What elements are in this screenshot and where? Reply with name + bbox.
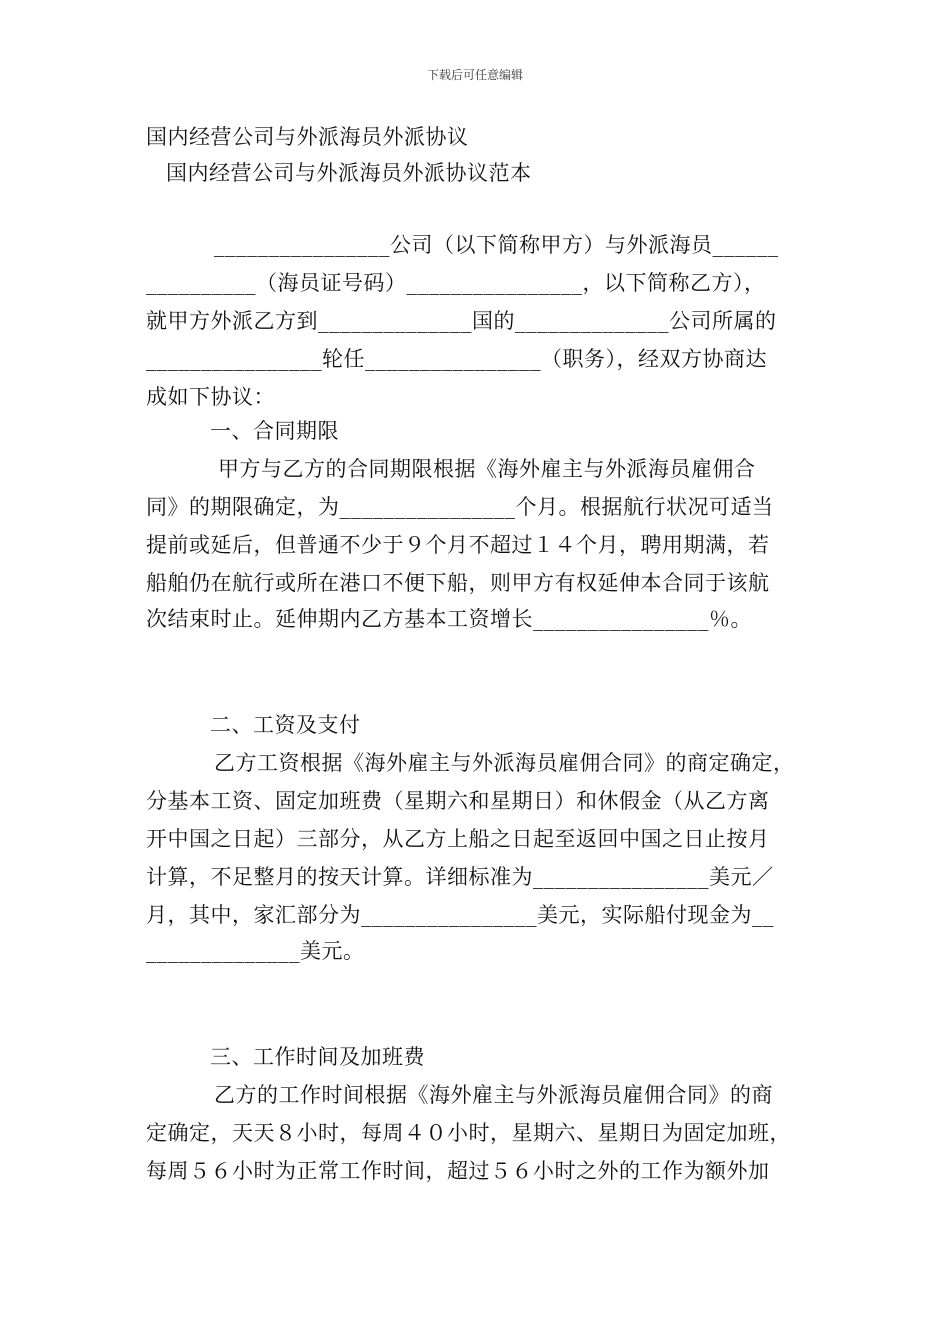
section-paragraph-line: 月，其中，家汇部分为________________美元，实际船付现金为__ xyxy=(146,903,774,927)
section-paragraph-line: 每周５６小时为正常工作时间，超过５６小时之外的工作为额外加 xyxy=(146,1159,770,1183)
intro-line: ________________公司（以下简称甲方）与外派海员______ xyxy=(214,233,779,257)
section-paragraph-line: ______________美元。 xyxy=(146,939,365,963)
intro-line: 成如下协议： xyxy=(146,385,275,409)
section-paragraph-line: 计算，不足整月的按天计算。详细标准为________________美元／ xyxy=(146,865,774,889)
section-paragraph-line: 开中国之日起）三部分，从乙方上船之日起至返回中国之日止按月 xyxy=(146,827,770,851)
section-paragraph-line: 次结束时止。延伸期内乙方基本工资增长________________％。 xyxy=(146,607,752,631)
intro-line: 就甲方外派乙方到______________国的______________公司所属的 xyxy=(146,309,777,333)
section-paragraph-line: 定确定，天天８小时，每周４０小时，星期六、星期日为固定加班， xyxy=(146,1121,791,1145)
section-heading: 一、合同期限 xyxy=(210,419,339,443)
section-paragraph-line: 分基本工资、固定加班费（星期六和星期日）和休假金（从乙方离 xyxy=(146,789,770,813)
document-title: 国内经营公司与外派海员外派协议 xyxy=(146,125,469,149)
page-header: 下载后可任意编辑 xyxy=(426,68,523,82)
section-heading: 三、工作时间及加班费 xyxy=(210,1045,425,1069)
section-paragraph-line: 乙方工资根据《海外雇主与外派海员雇佣合同》的商定确定， xyxy=(214,751,795,775)
section-paragraph-line: 提前或延后，但普通不少于９个月不超过１４个月，聘用期满，若 xyxy=(146,533,770,557)
section-paragraph-line: 同》的期限确定，为________________个月。根据航行状况可适当 xyxy=(146,495,774,519)
section-heading: 二、工资及支付 xyxy=(210,713,361,737)
section-paragraph-line: 船舶仍在航行或所在港口不便下船，则甲方有权延伸本合同于该航 xyxy=(146,571,770,595)
intro-line: __________（海员证号码）________________，以下简称乙方）， xyxy=(146,271,766,295)
intro-line: ________________轮任________________（职务），经双方协商达 xyxy=(146,347,767,371)
section-paragraph-line: 甲方与乙方的合同期限根据《海外雇主与外派海员雇佣合 xyxy=(218,457,756,481)
section-paragraph-line: 乙方的工作时间根据《海外雇主与外派海员雇佣合同》的商 xyxy=(214,1083,773,1107)
document-subtitle: 国内经营公司与外派海员外派协议范本 xyxy=(166,161,532,185)
